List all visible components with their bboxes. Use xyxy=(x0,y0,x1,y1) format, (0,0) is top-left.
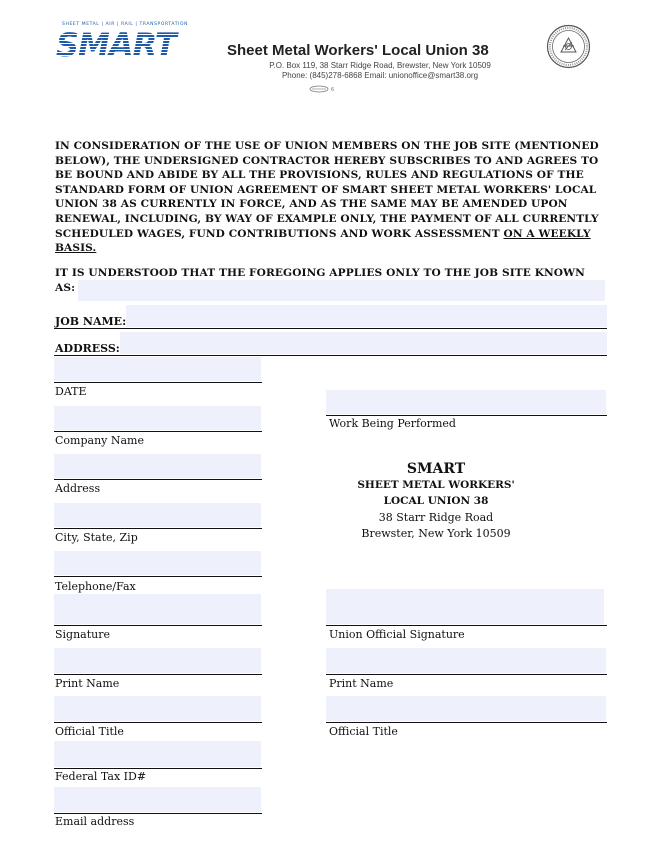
address-field[interactable] xyxy=(120,332,607,354)
email-address-label: Email address xyxy=(55,815,135,828)
telephone-fax-field[interactable] xyxy=(54,551,261,575)
email-address-line xyxy=(54,813,262,814)
job-name-field[interactable] xyxy=(126,305,607,327)
logo-tagline: SHEET METAL | AIR | RAIL | TRANSPORTATION xyxy=(62,22,189,27)
union-contact: Phone: (845)278-6868 Email: unionoffice@smart38.org xyxy=(281,71,479,80)
job-site-paragraph: IT IS UNDERSTOOD THAT THE FOREGOING APPLIES ONLY TO THE JOB SITE KNOWN AS: xyxy=(55,267,585,294)
city-state-zip-line xyxy=(54,528,262,529)
federal-tax-id-line xyxy=(54,768,262,769)
union-print-name-label: Print Name xyxy=(329,677,394,690)
email-address-field[interactable] xyxy=(54,787,261,812)
union-official-title-field[interactable] xyxy=(326,696,606,721)
telephone-fax-label: Telephone/Fax xyxy=(55,580,136,593)
union-block-name: SMART xyxy=(406,461,466,477)
telephone-fax-line xyxy=(54,576,262,577)
smart-logo-wordmark xyxy=(54,29,214,63)
work-performed-label: Work Being Performed xyxy=(329,417,456,430)
union-seal-icon xyxy=(546,24,591,69)
company-address-label: Address xyxy=(55,482,101,495)
federal-tax-id-label: Federal Tax ID# xyxy=(55,770,147,783)
work-performed-field[interactable] xyxy=(326,390,606,414)
union-block-line1: SHEET METAL WORKERS' xyxy=(357,479,515,491)
job-name-underline xyxy=(54,328,607,329)
union-signature-field[interactable] xyxy=(326,589,604,624)
contractor-print-name-line xyxy=(54,674,262,675)
company-name-label: Company Name xyxy=(55,434,144,447)
contractor-signature-label: Signature xyxy=(55,628,111,641)
city-state-zip-field[interactable] xyxy=(54,503,261,527)
address-label: ADDRESS: xyxy=(55,342,120,355)
federal-tax-id-field[interactable] xyxy=(54,741,261,767)
job-name-label: JOB NAME: xyxy=(55,315,127,328)
agreement-paragraph xyxy=(55,139,608,256)
job-site-field[interactable] xyxy=(78,280,605,301)
union-block-street: 38 Starr Ridge Road xyxy=(378,511,494,524)
address-underline xyxy=(54,355,607,356)
contractor-signature-field[interactable] xyxy=(54,594,261,624)
union-official-title-label: Official Title xyxy=(329,725,398,738)
smart-logo xyxy=(54,22,214,64)
logo-text: SMART xyxy=(56,29,176,63)
contractor-official-title-line xyxy=(54,722,262,723)
company-name-line xyxy=(54,431,262,432)
contractor-print-name-field[interactable] xyxy=(54,648,261,673)
city-state-zip-label: City, State, Zip xyxy=(55,531,138,544)
union-address-block xyxy=(336,461,536,543)
contractor-signature-line xyxy=(54,625,262,626)
date-field[interactable] xyxy=(54,357,261,381)
company-address-line xyxy=(54,479,262,480)
date-label: DATE xyxy=(55,385,87,398)
union-official-title-line xyxy=(326,722,607,723)
union-bug-icon xyxy=(309,85,345,93)
union-print-name-field[interactable] xyxy=(326,648,606,673)
union-signature-line xyxy=(326,625,607,626)
contractor-print-name-label: Print Name xyxy=(55,677,120,690)
union-signature-label: Union Official Signature xyxy=(329,628,465,641)
date-line xyxy=(54,382,262,383)
union-block-city: Brewster, New York 10509 xyxy=(361,527,511,540)
svg-text:6: 6 xyxy=(331,87,335,93)
union-print-name-line xyxy=(326,674,607,675)
contractor-official-title-label: Official Title xyxy=(55,725,124,738)
union-address: P.O. Box 119, 38 Starr Ridge Road, Brewster, New York 10509 xyxy=(269,61,491,70)
company-address-field[interactable] xyxy=(54,454,261,478)
work-performed-line xyxy=(326,415,607,416)
company-name-field[interactable] xyxy=(54,406,261,430)
contractor-official-title-field[interactable] xyxy=(54,696,261,721)
union-block-line2: LOCAL UNION 38 xyxy=(383,495,489,507)
union-name: Sheet Metal Workers' Local Union 38 xyxy=(227,42,489,59)
agreement-text: IN CONSIDERATION OF THE USE OF UNION MEMBERS ON THE JOB SITE (MENTIONED BELOW), THE UNDERSIGNED CONTRACTOR HEREBY SUBSCRIBES TO AND AGREES TO BE BOUND AND ABIDE BY ALL THE PROVISIONS, RULES AND REGULATIONS OF THE STANDARD FORM OF UNION AGREEMENT OF SMART SHEET METAL WORKERS' LOCAL UNION 38 AS CURRENTLY IN FORCE, AND AS THE SAME MAY BE AMENDED UPON RENEWAL, INCLUDING, BY WAY OF EXAMPLE ONLY, THE PAYMENT OF ALL CURRENTLY SCHEDULED WAGES, FUND CONTRIBUTIONS AND WORK ASSESSMENT xyxy=(55,140,599,240)
agreement-weekly-basis: ON A WEEKLY BASIS. xyxy=(55,227,591,255)
